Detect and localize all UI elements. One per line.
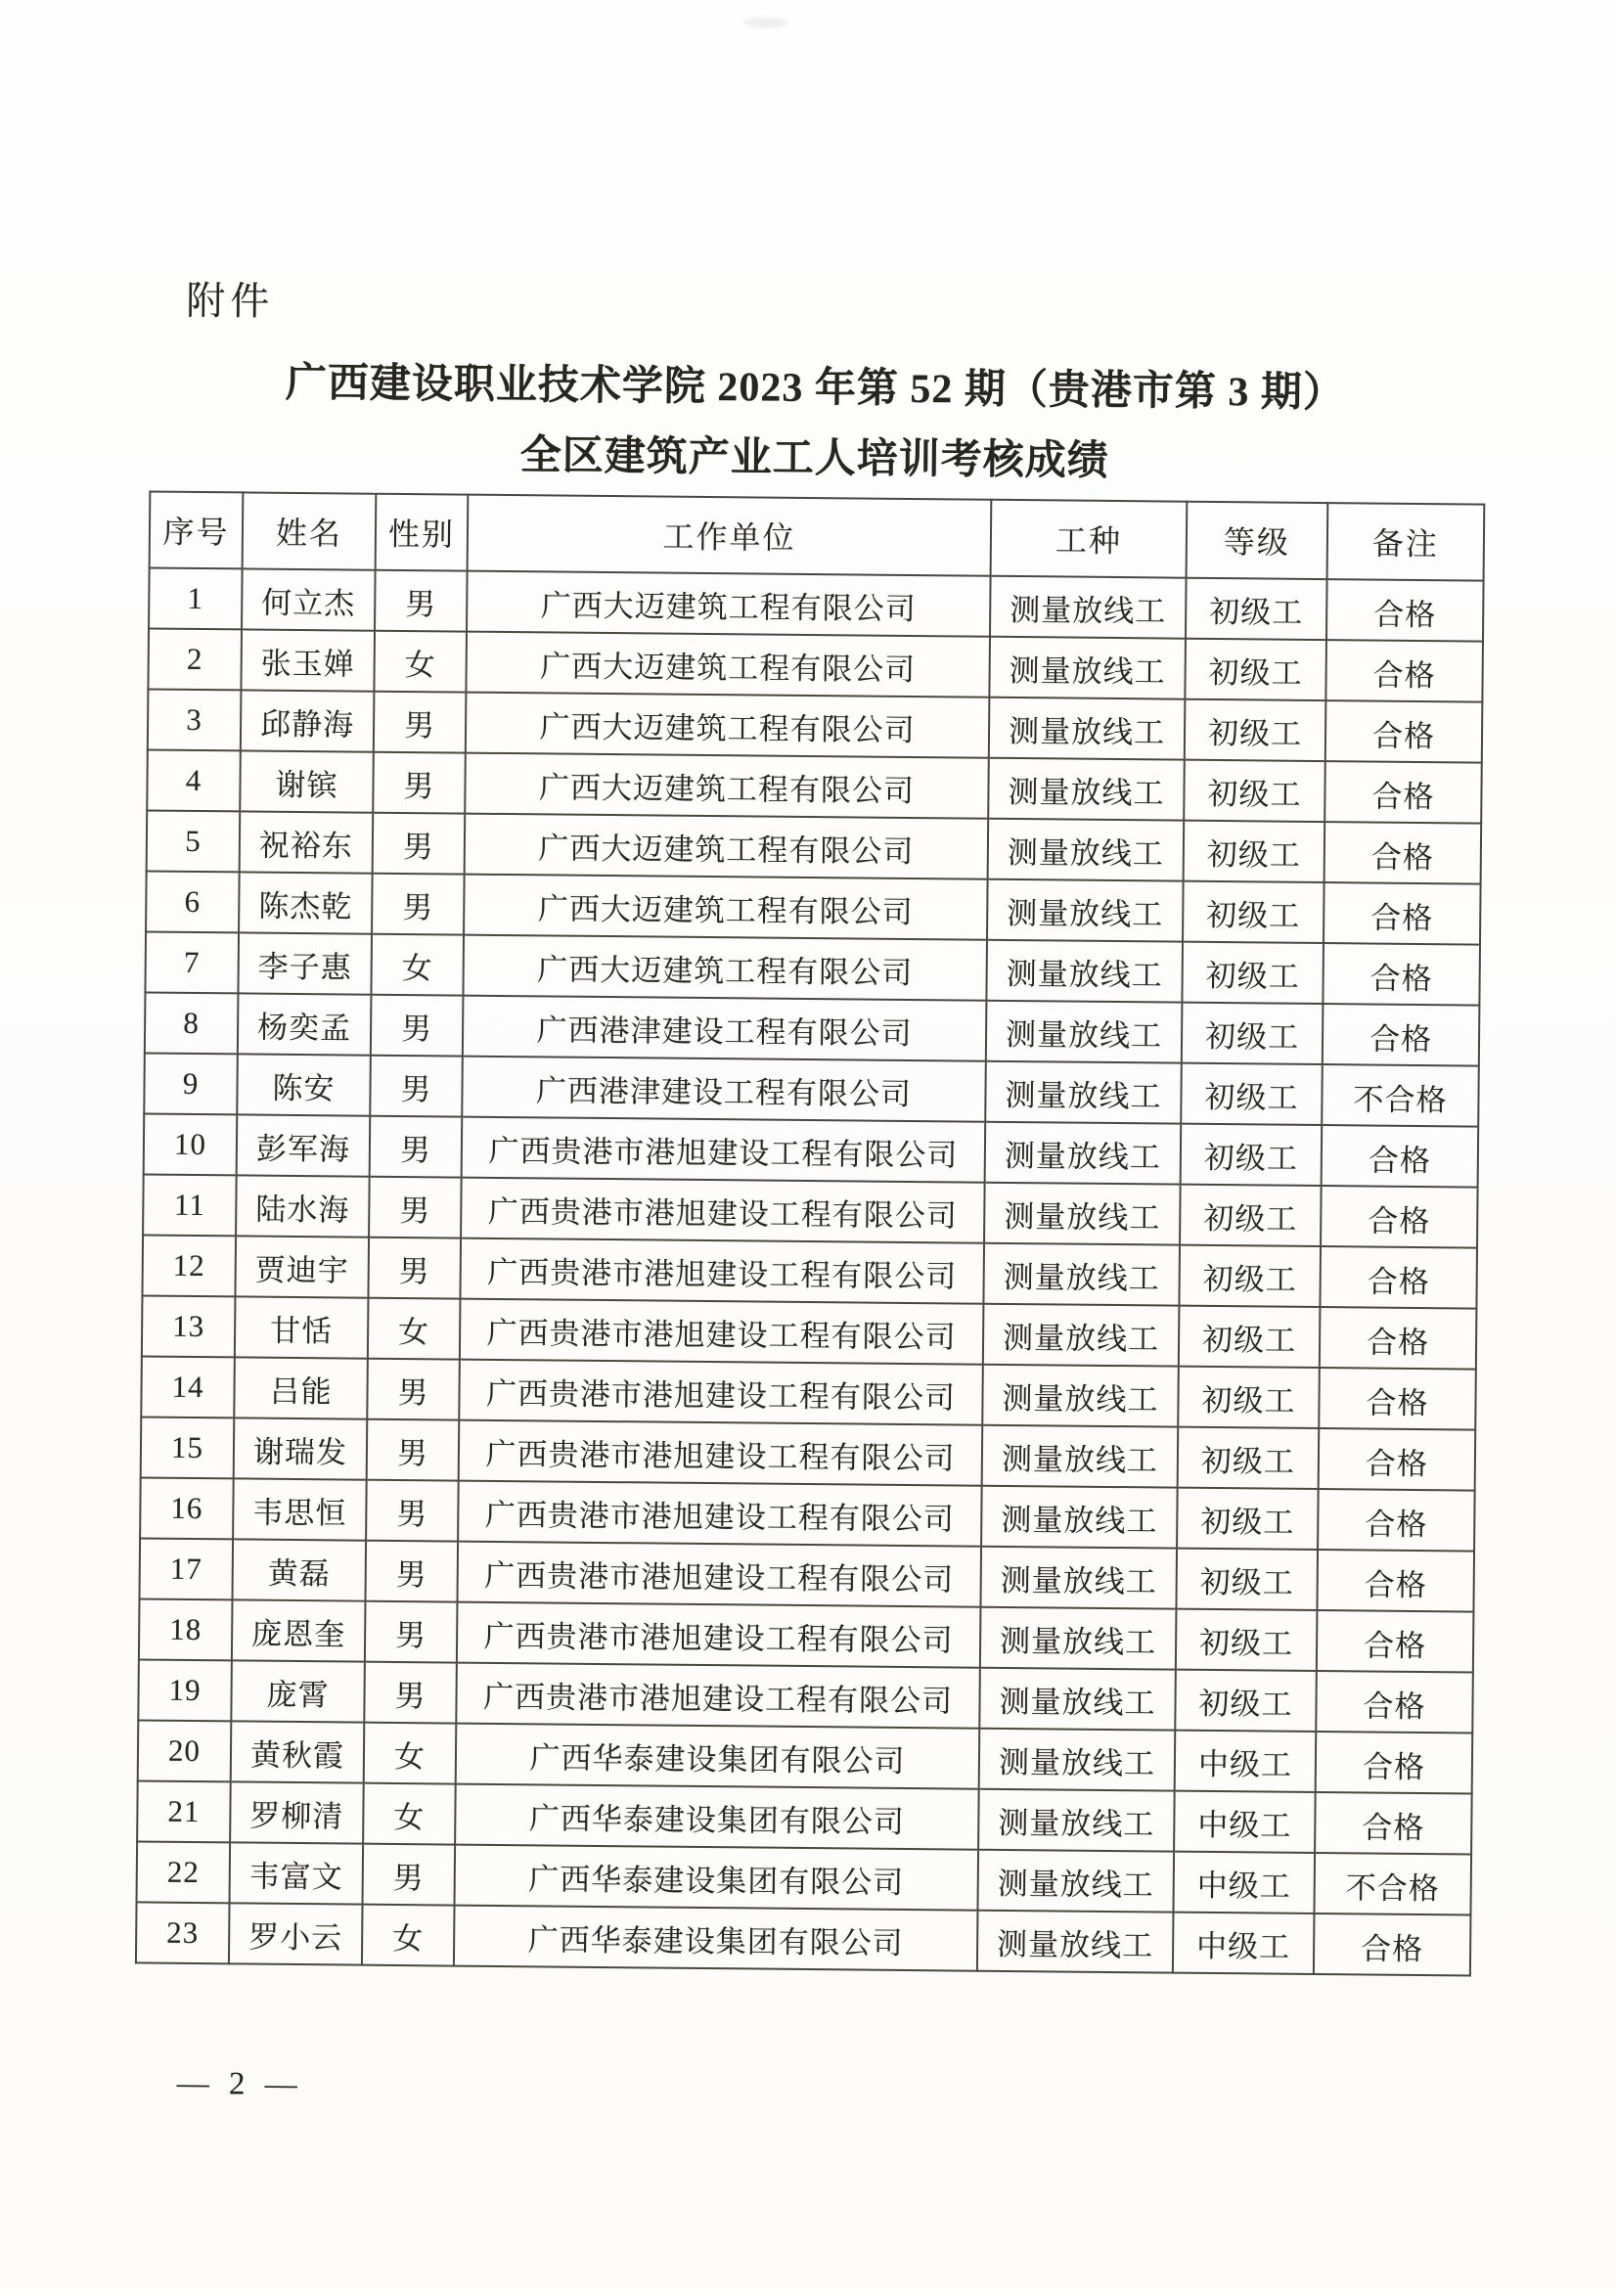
cell-gender: 男: [367, 1359, 460, 1420]
cell-remark: 合格: [1325, 640, 1483, 702]
cell-level: 初级工: [1179, 1306, 1321, 1368]
cell-remark: 合格: [1319, 1368, 1476, 1430]
cell-name: 黄磊: [233, 1539, 367, 1600]
cell-index: 11: [143, 1174, 237, 1236]
cell-name: 黄秋霞: [231, 1721, 365, 1782]
cell-employer: 广西大迈建筑工程有限公司: [466, 632, 990, 698]
cell-level: 中级工: [1173, 1852, 1315, 1913]
cell-level: 初级工: [1176, 1549, 1318, 1610]
header-remark: 备注: [1327, 503, 1485, 581]
cell-employer: 广西华泰建设集团有限公司: [454, 1906, 978, 1971]
table-header: [150, 492, 1485, 581]
cell-gender: 男: [371, 995, 464, 1057]
cell-index: 13: [142, 1295, 236, 1357]
cell-index: 22: [137, 1841, 231, 1903]
cell-index: 19: [138, 1659, 232, 1721]
cell-employer: 广西大迈建筑工程有限公司: [464, 875, 988, 940]
table-row: [136, 1902, 1471, 1975]
header-employer: 工作单位: [468, 495, 992, 576]
cell-employer: 广西大迈建筑工程有限公司: [466, 693, 990, 758]
results-table-body: [136, 568, 1484, 1976]
cell-employer: 广西华泰建设集团有限公司: [455, 1784, 979, 1850]
cell-trade: 测量放线工: [977, 1850, 1174, 1913]
table-header-row: [150, 492, 1485, 581]
cell-remark: 合格: [1317, 1610, 1474, 1673]
cell-index: 2: [148, 629, 242, 691]
cell-employer: 广西贵港市港旭建设工程有限公司: [462, 1117, 986, 1183]
cell-remark: 合格: [1318, 1489, 1475, 1552]
cell-remark: 合格: [1324, 822, 1482, 884]
cell-level: 初级工: [1182, 1003, 1324, 1064]
cell-gender: 男: [374, 692, 467, 753]
cell-name: 祝裕东: [240, 811, 374, 873]
cell-index: 15: [141, 1417, 235, 1478]
cell-employer: 广西大迈建筑工程有限公司: [465, 814, 989, 879]
cell-index: 12: [142, 1235, 236, 1296]
cell-name: 庞霄: [231, 1660, 365, 1722]
cell-index: 6: [146, 871, 240, 932]
cell-gender: 女: [364, 1723, 457, 1784]
cell-trade: 测量放线工: [988, 758, 1185, 821]
cell-employer: 广西贵港市港旭建设工程有限公司: [456, 1663, 980, 1729]
cell-index: 14: [141, 1356, 235, 1418]
cell-name: 庞恩奎: [232, 1599, 366, 1661]
cell-name: 何立杰: [242, 568, 376, 630]
cell-gender: 男: [373, 752, 466, 814]
cell-employer: 广西贵港市港旭建设工程有限公司: [457, 1542, 981, 1607]
cell-trade: 测量放线工: [985, 1061, 1182, 1124]
cell-gender: 男: [370, 1056, 463, 1117]
cell-level: 初级工: [1185, 699, 1326, 761]
cell-level: 初级工: [1181, 1124, 1323, 1186]
cell-gender: 男: [365, 1541, 458, 1602]
cell-index: 1: [149, 568, 243, 630]
cell-level: 初级工: [1184, 760, 1325, 822]
cell-gender: 男: [369, 1177, 462, 1238]
cell-employer: 广西大迈建筑工程有限公司: [467, 571, 991, 637]
cell-remark: 合格: [1323, 1004, 1480, 1066]
cell-remark: 合格: [1325, 700, 1483, 763]
cell-index: 7: [145, 931, 239, 993]
cell-index: 9: [144, 1053, 238, 1114]
cell-level: 中级工: [1174, 1791, 1316, 1853]
cell-trade: 测量放线工: [984, 1183, 1181, 1245]
cell-employer: 广西港津建设工程有限公司: [462, 1057, 986, 1122]
cell-employer: 广西华泰建设集团有限公司: [456, 1724, 980, 1789]
cell-index: 4: [147, 750, 241, 812]
cell-gender: 男: [364, 1662, 457, 1724]
cell-level: 中级工: [1173, 1913, 1315, 1974]
cell-level: 初级工: [1175, 1670, 1317, 1732]
cell-remark: 合格: [1324, 882, 1481, 945]
document-title-line1: 广西建设职业技术学院 2023 年第 52 期（贵港市第 3 期）: [285, 360, 1346, 417]
cell-name: 韦思恒: [233, 1478, 367, 1540]
cell-name: 邱静海: [241, 690, 375, 751]
cell-remark: 合格: [1322, 1125, 1479, 1188]
cell-name: 甘恬: [235, 1296, 369, 1358]
cell-gender: 女: [362, 1905, 455, 1966]
cell-index: 10: [144, 1113, 238, 1175]
cell-name: 陆水海: [236, 1175, 370, 1237]
cell-employer: 广西港津建设工程有限公司: [463, 996, 987, 1061]
cell-level: 初级工: [1178, 1367, 1320, 1428]
cell-trade: 测量放线工: [978, 1789, 1175, 1852]
page-number: — 2 —: [176, 2065, 303, 2103]
cell-employer: 广西华泰建设集团有限公司: [455, 1845, 979, 1911]
cell-name: 杨奕孟: [238, 993, 372, 1055]
cell-name: 张玉婵: [241, 629, 375, 691]
cell-remark: 合格: [1324, 761, 1482, 824]
cell-employer: 广西贵港市港旭建设工程有限公司: [457, 1602, 981, 1668]
cell-trade: 测量放线工: [979, 1668, 1176, 1731]
results-table: [135, 491, 1485, 1977]
cell-gender: 男: [373, 813, 466, 875]
cell-name: 罗小云: [229, 1903, 363, 1964]
header-gender: 性别: [376, 494, 469, 571]
cell-name: 陈安: [237, 1054, 371, 1115]
cell-name: 李子惠: [238, 932, 372, 994]
cell-remark: 合格: [1317, 1550, 1474, 1612]
cell-remark: 合格: [1320, 1307, 1477, 1370]
cell-employer: 广西贵港市港旭建设工程有限公司: [459, 1360, 983, 1425]
cell-level: 初级工: [1182, 942, 1324, 1004]
cell-trade: 测量放线工: [980, 1607, 1177, 1670]
cell-index: 20: [138, 1720, 232, 1781]
cell-trade: 测量放线工: [983, 1304, 1180, 1367]
document-title-line2: 全区建筑产业工人培训考核成绩: [519, 433, 1109, 484]
cell-gender: 男: [366, 1480, 459, 1542]
cell-index: 16: [140, 1477, 234, 1539]
header-index: 序号: [150, 492, 244, 569]
cell-name: 罗柳清: [230, 1781, 364, 1843]
cell-level: 中级工: [1175, 1731, 1317, 1792]
cell-gender: 男: [367, 1419, 460, 1481]
cell-remark: 合格: [1316, 1671, 1473, 1733]
cell-name: 彭军海: [237, 1114, 371, 1176]
cell-employer: 广西贵港市港旭建设工程有限公司: [461, 1178, 985, 1243]
cell-remark: 不合格: [1322, 1064, 1479, 1127]
cell-trade: 测量放线工: [985, 1122, 1182, 1185]
cell-trade: 测量放线工: [989, 637, 1186, 699]
cell-employer: 广西大迈建筑工程有限公司: [465, 753, 989, 819]
cell-employer: 广西贵港市港旭建设工程有限公司: [460, 1299, 984, 1365]
cell-trade: 测量放线工: [988, 819, 1185, 881]
cell-trade: 测量放线工: [982, 1365, 1179, 1427]
cell-employer: 广西大迈建筑工程有限公司: [463, 935, 987, 1001]
cell-name: 陈杰乾: [239, 872, 373, 933]
cell-gender: 男: [365, 1601, 458, 1663]
cell-index: 21: [137, 1780, 231, 1842]
cell-gender: 男: [372, 874, 465, 935]
cell-employer: 广西贵港市港旭建设工程有限公司: [458, 1481, 982, 1547]
cell-level: 初级工: [1185, 639, 1326, 700]
cell-trade: 测量放线工: [979, 1729, 1176, 1791]
cell-remark: 合格: [1316, 1732, 1473, 1794]
header-trade: 工种: [991, 500, 1188, 578]
cell-remark: 合格: [1323, 943, 1480, 1006]
cell-trade: 测量放线工: [989, 698, 1186, 760]
cell-name: 贾迪宇: [235, 1236, 369, 1297]
cell-employer: 广西贵港市港旭建设工程有限公司: [460, 1238, 984, 1304]
cell-index: 5: [147, 810, 241, 872]
cell-trade: 测量放线工: [983, 1243, 1180, 1306]
cell-index: 17: [140, 1538, 234, 1599]
cell-index: 23: [136, 1902, 230, 1963]
cell-level: 初级工: [1177, 1488, 1319, 1550]
cell-trade: 测量放线工: [977, 1911, 1174, 1973]
cell-remark: 合格: [1314, 1913, 1471, 1976]
cell-remark: 合格: [1319, 1428, 1476, 1491]
cell-level: 初级工: [1178, 1427, 1320, 1489]
cell-gender: 男: [368, 1238, 461, 1299]
cell-name: 韦富文: [230, 1842, 364, 1904]
cell-remark: 不合格: [1314, 1853, 1471, 1915]
cell-gender: 男: [370, 1116, 463, 1178]
cell-level: 初级工: [1186, 578, 1327, 640]
cell-gender: 女: [363, 1783, 456, 1845]
cell-gender: 男: [375, 570, 468, 632]
cell-trade: 测量放线工: [982, 1425, 1179, 1488]
cell-name: 谢瑞发: [234, 1418, 368, 1479]
cell-level: 初级工: [1176, 1609, 1318, 1671]
cell-gender: 女: [371, 934, 464, 996]
cell-trade: 测量放线工: [981, 1486, 1178, 1549]
cell-index: 3: [148, 690, 242, 751]
cell-gender: 男: [363, 1844, 456, 1906]
header-level: 等级: [1187, 502, 1328, 579]
cell-level: 初级工: [1180, 1185, 1322, 1246]
cell-trade: 测量放线工: [980, 1547, 1177, 1609]
cell-level: 初级工: [1183, 881, 1324, 943]
cell-index: 18: [139, 1598, 233, 1660]
cell-gender: 女: [374, 631, 467, 693]
cell-trade: 测量放线工: [987, 879, 1184, 942]
cell-remark: 合格: [1320, 1246, 1477, 1309]
cell-gender: 女: [368, 1298, 461, 1360]
cell-level: 初级工: [1179, 1245, 1321, 1307]
cell-trade: 测量放线工: [990, 576, 1187, 639]
cell-remark: 合格: [1326, 579, 1484, 642]
cell-trade: 测量放线工: [986, 1001, 1183, 1063]
cell-remark: 合格: [1315, 1792, 1472, 1855]
cell-employer: 广西贵港市港旭建设工程有限公司: [459, 1420, 983, 1486]
cell-remark: 合格: [1321, 1186, 1478, 1248]
cell-index: 8: [145, 992, 239, 1054]
cell-trade: 测量放线工: [986, 940, 1183, 1003]
cell-name: 吕能: [234, 1357, 368, 1418]
header-name: 姓名: [243, 492, 377, 569]
attachment-label: 附件: [186, 278, 275, 324]
cell-name: 谢镔: [240, 750, 374, 812]
cell-level: 初级工: [1181, 1063, 1323, 1125]
cell-level: 初级工: [1184, 821, 1325, 882]
